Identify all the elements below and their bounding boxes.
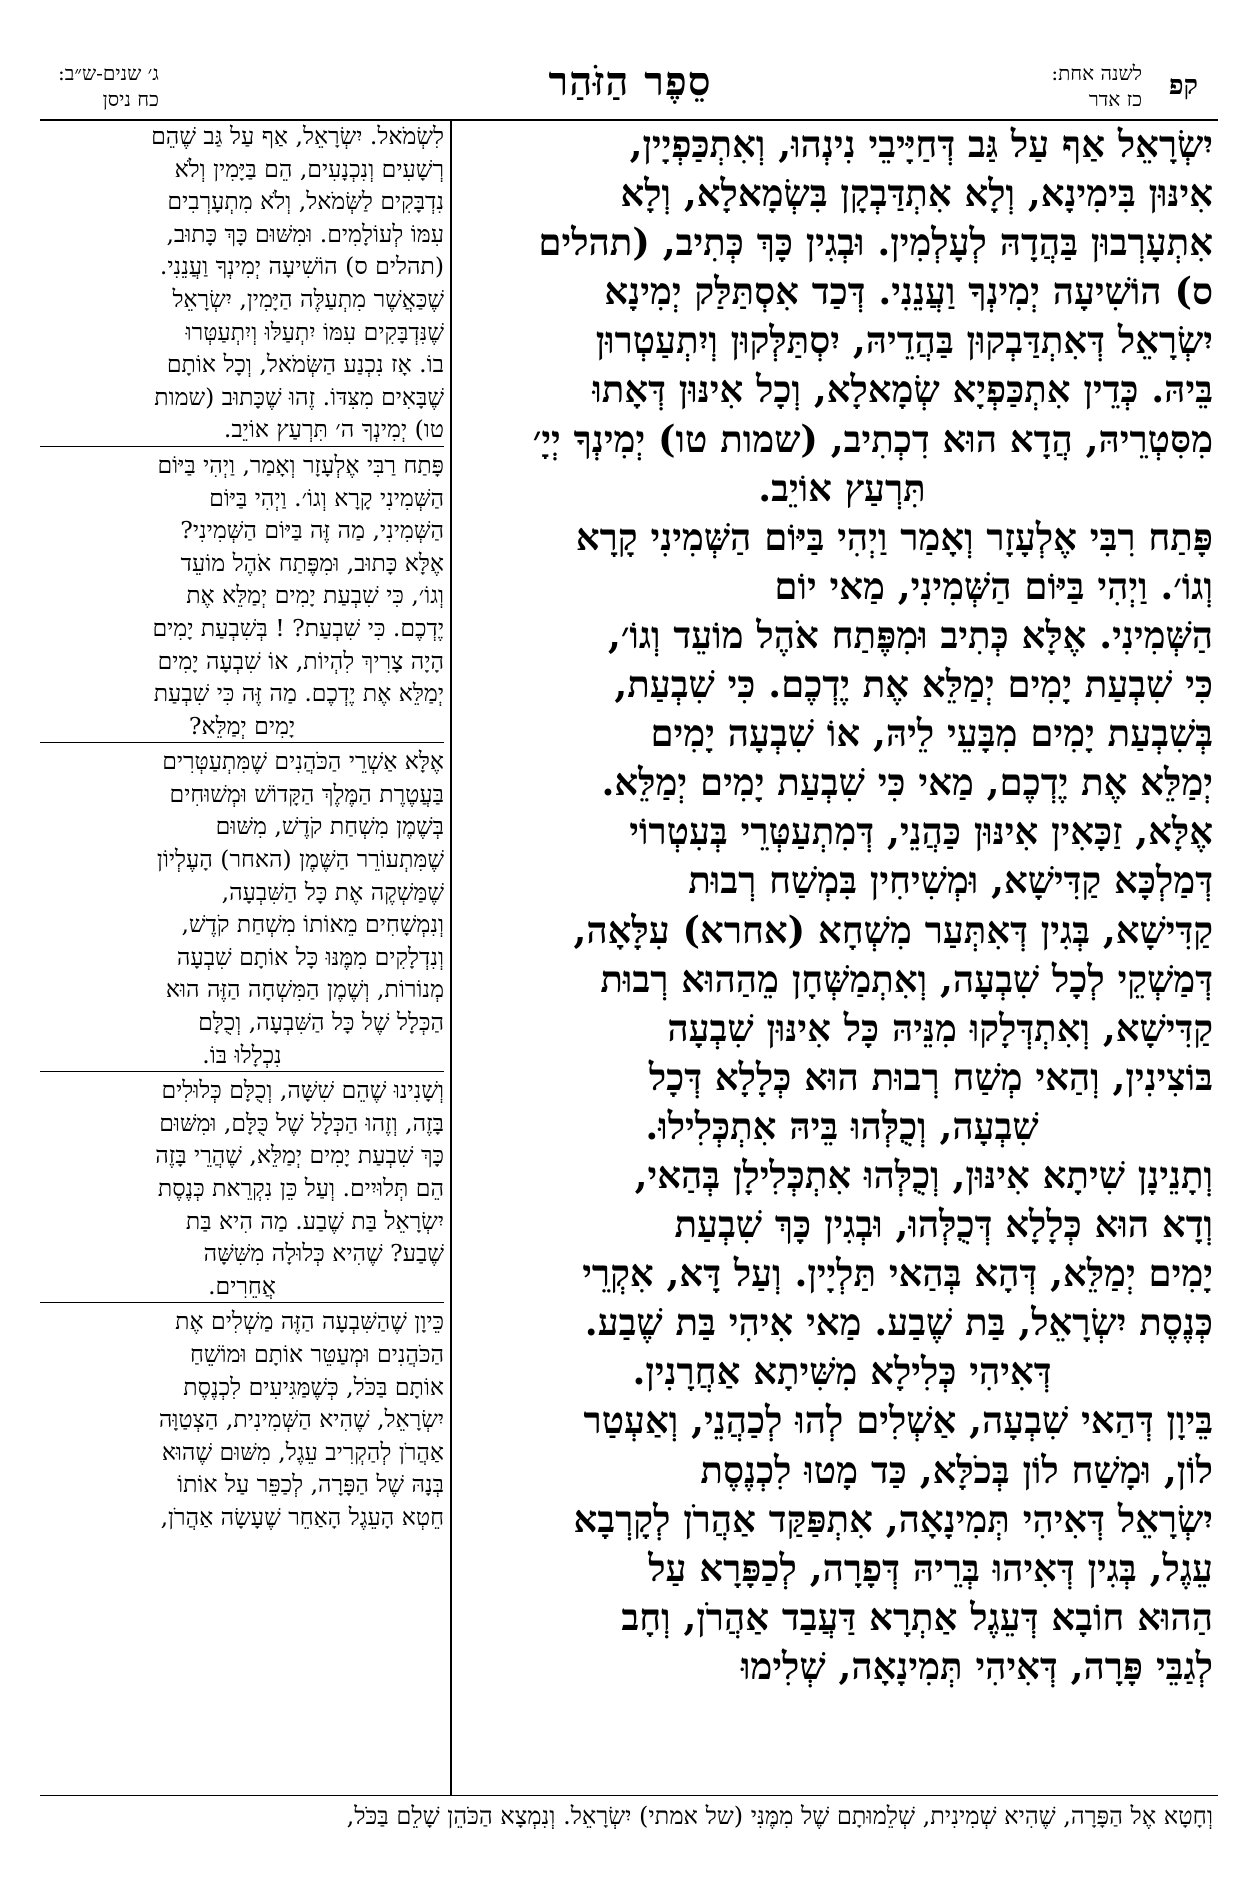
side-line: שֶׁמִּתְעוֹרֵר הַשֶּׁמֶן (האחר) הָעֶלְיוֹן xyxy=(156,845,444,874)
main-line: דְּאִיהִי כְּלִילָא מִשִּׁיתָא אַחֲרָנִין. xyxy=(632,1349,1052,1394)
side-line: יֶדְכֶם. כִּי שִׁבְעַת? ! בְּשִׁבְעַת יָמִים xyxy=(152,613,444,642)
page-header xyxy=(40,58,1220,114)
main-line: בְּשִׁבְעַת יָמִים מִבָּעֵי לֵיהּ, אוֹ שִׁבְעָה יָמִים xyxy=(650,711,1213,756)
side-line: וְגוֹ׳, כִּי שִׁבְעַת יָמִים יְמַלֵּא אֶת xyxy=(186,581,444,610)
main-line: תִּרְעַץ אוֹיֵב. xyxy=(758,465,926,510)
main-line: כִּי שִׁבְעַת יָמִים יְמַלֵּא אֶת יֶדְכֶם. כִּי שִׁבְעַת, xyxy=(614,662,1213,707)
main-line: שִׁבְעָה, וְכֻלְּהוּ בֵּיהּ אִתְכְּלִילוּ. xyxy=(645,1103,1039,1148)
main-line: בֵּיוָן דְּהַאי שִׁבְעָה, אַשְׁלִים לְהוּ לְכַהֲנֵי, וְאַעְטַר xyxy=(583,1398,1213,1443)
side-line: יָמִים יְמַלֵּא? xyxy=(40,710,444,744)
side-line: רְשָׁעִים וְנִכְנָעִים, הֵם בַּיָּמִין וְלֹא xyxy=(174,154,444,183)
main-line: וְדָא הוּא כְּלָלָא דְּכֻלְּהוּ, וּבְגִין כָּךְ שִׁבְעַת xyxy=(674,1202,1213,1247)
side-line: (תהלים ס) הוֹשִׁיעָה יְמִינְךָ וַעֲנֵנִי. xyxy=(159,252,444,281)
main-line: פָּתַח רִבִּי אֶלְעָזָר וְאָמַר וַיְהִי בַּיּוֹם הַשְּׁמִינִי קָרָא xyxy=(575,514,1213,559)
side-line: יִשְׂרָאֵל בַּת שֶׁבַע. מַה הִיא בַּת xyxy=(185,1206,444,1235)
main-line: אִתְעָרְבוּן בַּהֲדָהּ לְעָלְמִין. וּבְגִין כָּךְ כְּתִיב, (תהלים xyxy=(538,220,1213,265)
main-line: בֵּיהּ. כְּדֵין אִתְכַּפְיָא שְׂמָאלָא, וְכָל אִינּוּן דְּאָתוּ xyxy=(592,367,1213,412)
side-line: שֶׁכַּאֲשֶׁר מִתְעַלֶּה הַיָּמִין, יִשְׂרָאֵל xyxy=(172,284,444,313)
main-line: יִשְׂרָאֵל דְּאִתְדַּבְקוּן בַּהֲדֵיהּ, יִסְתַּלְּקוּן וְיִתְעַטְרוּן xyxy=(595,318,1213,363)
side-line: בוֹ. אָז נִכְנַע הַשְּׂמֹאל, וְכָל אוֹתָם xyxy=(166,350,444,379)
side-line: בְּשֶׁמֶן מִשְׁחַת קֹדֶשׁ, מִשּׁוּם xyxy=(215,812,444,841)
main-line: עֵגֶל, בְּגִין דְּאִיהוּ בְּרֵיהּ דְּפָרָה, לְכַפָּרָא עַל xyxy=(648,1545,1213,1590)
side-line: הַשְּׁמִינִי קָרָא וְגוֹ׳. וַיְהִי בַּיּוֹם xyxy=(209,483,444,512)
schedule-three-years-label: ג׳ שנים-ש״ב: xyxy=(58,61,159,85)
side-line: יְמַלֵּא אֶת יֶדְכֶם. מַה זֶּה כִּי שִׁבְעַת xyxy=(153,679,444,708)
side-line: וְשָׁנִינוּ שֶׁהֵם שִׁשָּׁה, וְכֻלָּם כְּלוּלִים xyxy=(161,1076,444,1105)
side-line: שֶׁבָּאִים מִצִּדּוֹ. זֶהוּ שֶׁכָּתוּב (שמות xyxy=(154,382,444,411)
side-line: אַהֲרֹן לְהַקְרִיב עֵגֶל, מִשּׁוּם שֶׁהוּא xyxy=(161,1437,444,1466)
side-line: הַכְּלָל שֶׁל כָּל הַשִּׁבְעָה, וְכֻלָּם xyxy=(198,1008,444,1037)
side-line: וְנִמְשָׁחִים מֵאוֹתוֹ מִשְׁחַת קֹדֶשׁ, xyxy=(181,910,444,939)
side-line: הַכֹּהֲנִים וּמְעַטֵּר אוֹתָם וּמוֹשֵׁחַ xyxy=(190,1339,444,1368)
side-line: שֶׁמַּשְׁקֶה אֶת כָּל הַשִּׁבְעָה, xyxy=(221,877,444,906)
aramaic-text-column xyxy=(471,120,1213,1790)
page-number: קפ xyxy=(1168,70,1198,101)
side-line: לִשְׂמֹאל. יִשְׂרָאֵל, אַף עַל גַּב שֶׁהֵם xyxy=(151,122,444,150)
side-line: עִמּוֹ לְעוֹלָמִים. וּמִשּׁוּם כָּךְ כָּתוּב, xyxy=(166,219,444,248)
side-line: כֵּיוָן שֶׁהַשִּׁבְעָה הַזֶּה מַשְׁלִים אֶת xyxy=(175,1307,444,1336)
side-line: פָּתַח רַבִּי אֶלְעָזָר וְאָמַר, וַיְהִי בַּיּוֹם xyxy=(157,450,444,479)
schedule-one-year-date: כז אדר xyxy=(1088,87,1142,111)
main-line: בּוֹצִינִין, וְהַאי מְשַׁח רְבוּת הוּא כְּלָלָא דְּכָל xyxy=(648,1054,1213,1099)
hebrew-translation-column xyxy=(40,120,444,1790)
main-line: דְּמַשְׁקֵי לְכָל שִׁבְעָה, וְאִתְמַשְּׁחָן מֵהַהוּא רְבוּת xyxy=(600,956,1213,1001)
side-line: בְּנָהּ שֶׁל הַפָּרָה, לְכַפֵּר עַל אוֹתוֹ xyxy=(177,1470,444,1499)
side-line: נִכְלָלוּ בּוֹ. xyxy=(40,1039,444,1073)
schedule-three-years xyxy=(58,60,159,112)
side-line: מְנוֹרוֹת, וְשֶׁמֶן הַמִּשְׁחָה הַזֶּה הוּא xyxy=(165,975,444,1004)
main-line: אֶלָּא, זַכָּאִין אִינּוּן כַּהֲנֵי, דְּמִתְעַטְּרֵי בְּעִטְרוֹי xyxy=(629,809,1213,854)
main-line: יְמַלֵּא אֶת יֶדְכֶם, מַאי כִּי שִׁבְעַת יָמִים יְמַלֵּא. xyxy=(601,760,1213,805)
main-line: יָמִים יְמַלֵּא, דְּהָא בְּהַאי תַּלְיָין. וְעַל דָּא, אִקְרֵי xyxy=(582,1251,1213,1296)
side-line: טו) יְמִינְךָ ה׳ תִּרְעַץ אוֹיֵב. xyxy=(40,413,444,447)
side-line: אֶלָּא אַשְׁרֵי הַכֹּהֲנִים שֶׁמִּתְעַטְּרִים xyxy=(162,747,444,776)
side-line: חֵטְא הָעֵגֶל הָאַחֵר שֶׁעָשָׂה אַהֲרֹן, xyxy=(160,1502,444,1531)
main-line: דְּמַלְכָּא קַדִּישָׁא, וּמְשִׁיחִין בִּמְשַׁח רְבוּת xyxy=(688,858,1213,903)
main-line: לוֹן, וּמָשַׁח לוֹן בְּכֹלָּא, כַּד מָטוּ לִכְנֶסֶת xyxy=(700,1447,1213,1492)
main-line: וְתָנֵינָן שִׁיתָא אִינּוּן, וְכֻלְּהוּ אִתְכְּלִילָן בְּהַאי, xyxy=(634,1152,1213,1197)
side-line: הָיָה צָרִיךְ לִהְיוֹת, אוֹ שִׁבְעָה יָמִים xyxy=(157,646,444,675)
main-line: הַשְּׁמִינִי. אֶלָּא כְּתִיב וּמִפֶּתַח אֹהֶל מוֹעֵד וְגוֹ׳, xyxy=(607,612,1213,657)
main-line: מִסִּטְרֵיהּ, הֲדָא הוּא דִכְתִיב, (שמות טו) יְמִינְךָ יְיָ׳ xyxy=(532,416,1213,461)
main-line: יִשְׂרָאֵל דְּאִיהִי תְּמִינָאָה, אִתְפַּקַּד אַהֲרֹן לְקָרְבָא xyxy=(573,1496,1213,1541)
main-line: קַדִּישָׁא, בְּגִין דְּאִתְּעַר מִשְׁחָא (אחרא) עִלָּאָה, xyxy=(573,907,1213,952)
side-line: שֶׁבַע? שֶׁהִיא כְּלוּלָה מִשִּׁשָּׁה xyxy=(203,1239,444,1268)
side-line: וְנִדְלָקִים מִמֶּנּוּ כָּל אוֹתָם שִׁבְעָה xyxy=(176,942,444,971)
side-line: אֶלָּא כָּתוּב, וּמִפֶּתַח אֹהֶל מוֹעֵד xyxy=(180,548,444,577)
side-line: הֵם תְּלוּיִים. וְעַל כֵּן נִקְרֵאת כְּנֶסֶת xyxy=(157,1174,444,1202)
main-line: יִשְׂרָאֵל אַף עַל גַּב דְּחַיָּיבֵי נִינְהוּ, וְאִתְכַּפְיָין, xyxy=(629,122,1213,166)
side-line: נִדְבָּקִים לַשְּׂמֹאל, וְלֹא מִתְעָרְבִים xyxy=(167,187,444,216)
schedule-three-years-date: כח ניסן xyxy=(102,87,159,111)
side-line: כָּךְ שִׁבְעַת יָמִים יְמַלֵּא, שֶׁהֲרֵי בָּזֶה xyxy=(155,1141,444,1170)
side-line: יִשְׂרָאֵל, שֶׁהִיא הַשְּׁמִינִית, הַצְטַוָּה xyxy=(158,1405,444,1434)
main-line: ס) הוֹשִׁיעָה יְמִינְךָ וַעֲנֵנִי. דְּכַד אִסְתַּלַּק יְמִינָא xyxy=(604,269,1213,314)
main-line: קַדִּישָׁא, וְאִתְדְּלָקוּ מִנֵּיהּ כָּל אִינּוּן שִׁבְעָה xyxy=(667,1005,1213,1050)
book-title: סֵפֶר הַזֹּהַר xyxy=(548,58,712,105)
main-line: וְגוֹ׳. וַיְהִי בַּיּוֹם הַשְּׁמִינִי, מַאי יוֹם xyxy=(774,563,1213,608)
main-line: לְגַבֵּי פָּרָה, דְּאִיהִי תְּמִינָאָה, שְׁלִימוּ xyxy=(740,1643,1213,1688)
side-line: אֲחֵרִים. xyxy=(40,1270,444,1304)
main-line: כְּנֶסֶת יִשְׂרָאֵל, בַּת שֶׁבַע. מַאי אִיהִי בַּת שֶׁבַע. xyxy=(584,1300,1213,1345)
side-line: הַשְּׁמִינִי, מַה זֶּה בַּיּוֹם הַשְּׁמִינִי? xyxy=(180,516,444,545)
side-line: אוֹתָם בַּכֹּל, כְּשֶׁמַּגִּיעִים לִכְנֶסֶת xyxy=(183,1372,444,1401)
side-line: שֶׁנִּדְבָּקִים עִמּוֹ יִתְעַלּוּ וְיִתְעַטְּרוּ xyxy=(185,317,444,346)
bottom-continuation-line: וְחָטָא אֶל הַפָּרָה, שֶׁהִיא שְׁמִינִית, שְׁלֵמוּתָם שֶׁל מִמֶּנִּי (של אמתי) יִשְׂרָאֵל. וְנִמְצָא הַכֹּהֵן שָׁלֵם בַּכֹּל, xyxy=(346,1802,1213,1830)
schedule-one-year-label: לשנה אחת: xyxy=(1051,61,1142,85)
side-line: בַּעֲטֶרֶת הַמֶּלֶךְ הַקָּדוֹשׁ וּמְשׁוּחִים xyxy=(169,779,444,808)
main-line: אִינּוּן בִּימִינָא, וְלָא אִתְדַּבְקָן בִּשְׂמָאלָא, וְלָא xyxy=(620,171,1213,216)
main-line: הַהוּא חוֹבָא דְּעֵגֶל אַתְרָא דַּעֲבַד אַהֲרֹן, וְחָב xyxy=(621,1594,1213,1639)
bottom-divider xyxy=(40,1795,1218,1796)
side-line: בָּזֶה, וְזֶהוּ הַכְּלָל שֶׁל כֻּלָּם, וּמִשּׁוּם xyxy=(159,1108,444,1137)
column-divider xyxy=(450,119,452,1795)
